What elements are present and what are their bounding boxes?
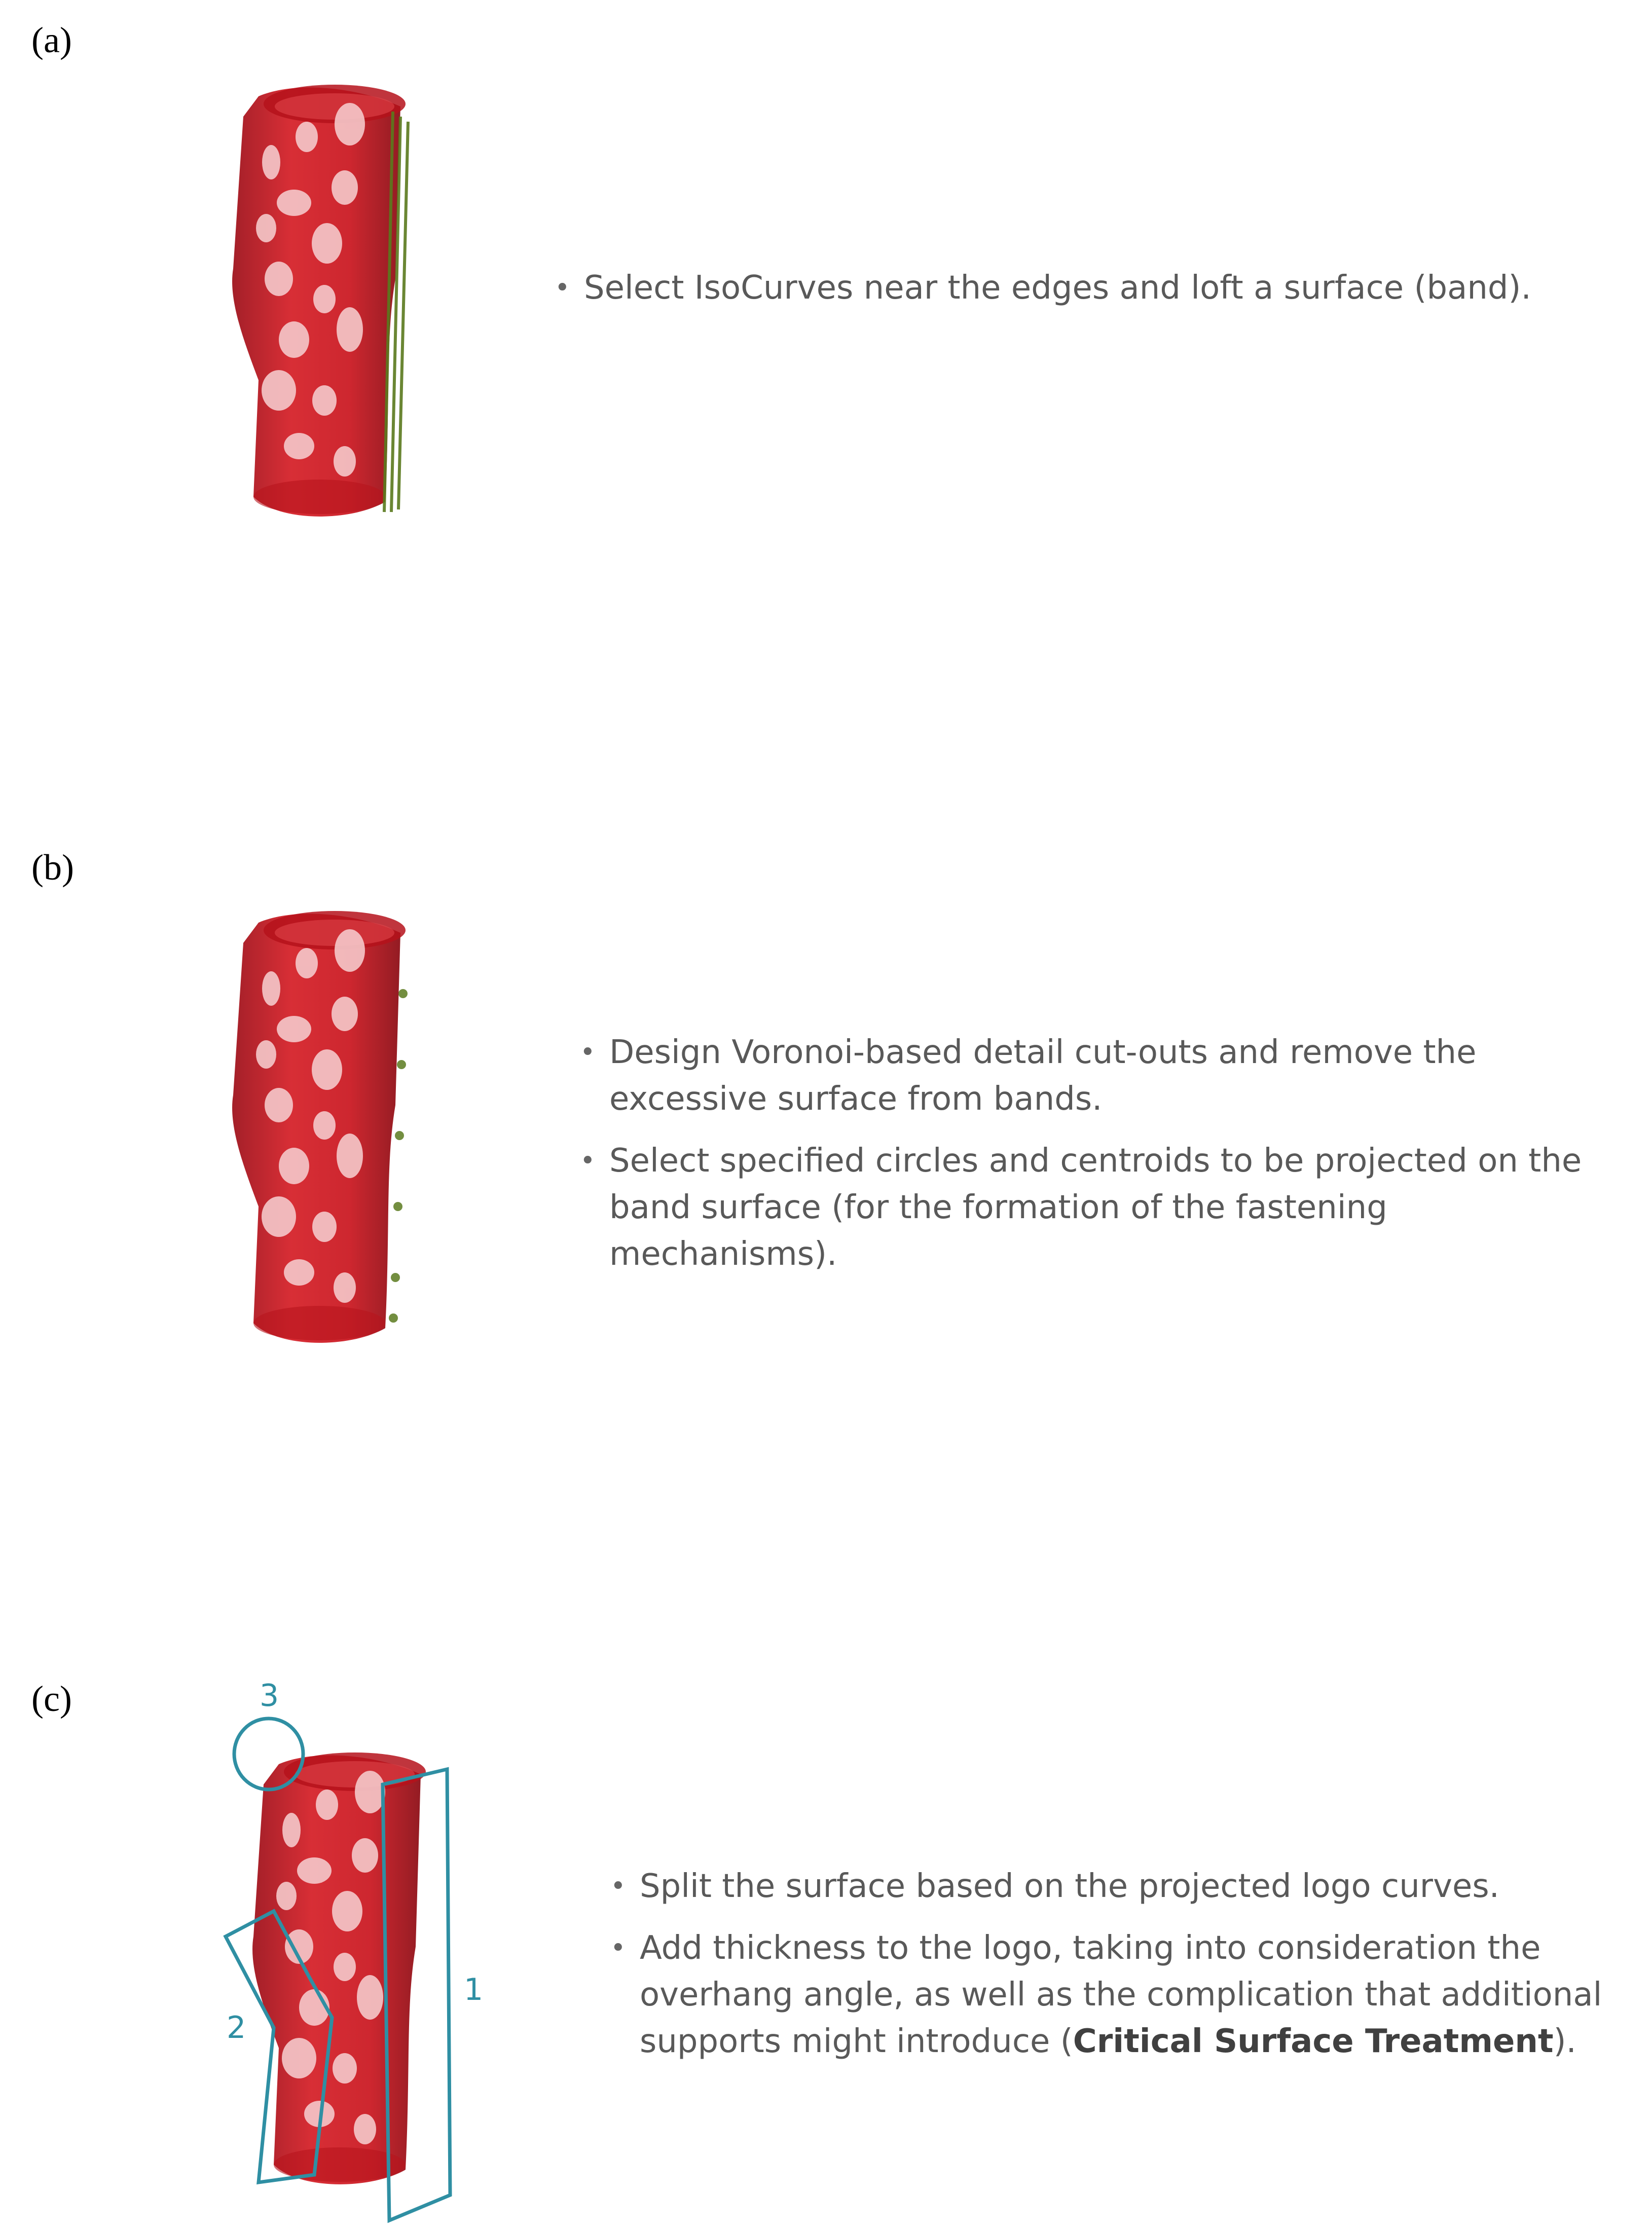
- bullets-b: [578, 1029, 1622, 1293]
- bullet-text: Add thickness to the logo, taking into consideration the overhang angle, as well as the complication that additional supports might introduce (: [640, 1929, 1602, 2060]
- splint-figure-b: [223, 902, 446, 1359]
- bullet-text: Select specified circles and centroids to be projected on the band surface (for the formation of the fastening mechanisms).: [609, 1142, 1582, 1273]
- bullet-b-2: [578, 1138, 1622, 1277]
- bullet-c-1: [608, 1863, 1612, 1910]
- bullets-a: [553, 265, 1617, 326]
- panel-label-c: (c): [31, 1678, 72, 1719]
- bullet-text-end: ).: [1553, 2023, 1576, 2060]
- panel-label-a: (a): [31, 20, 72, 60]
- annotation-1: 1: [464, 1972, 484, 2007]
- bullets-c: [608, 1863, 1612, 2080]
- bullet-text: Select IsoCurves near the edges and loft a surface (band).: [584, 269, 1531, 307]
- bullet-a-1: [553, 265, 1617, 311]
- bullet-bold-text: Critical Surface Treatment: [1073, 2023, 1554, 2060]
- panel-label-b: (b): [31, 847, 74, 888]
- bullet-text: Split the surface based on the projected logo curves.: [640, 1868, 1499, 1905]
- bullet-c-2: [608, 1925, 1612, 2065]
- bullet-b-1: [578, 1029, 1622, 1122]
- annotation-3: 3: [260, 1678, 279, 1713]
- bullet-text: Design Voronoi-based detail cut-outs and remove the excessive surface from bands.: [609, 1034, 1477, 1118]
- splint-figure-c: [213, 1663, 527, 2225]
- annotation-2: 2: [227, 2010, 246, 2046]
- splint-figure-a: [223, 76, 446, 532]
